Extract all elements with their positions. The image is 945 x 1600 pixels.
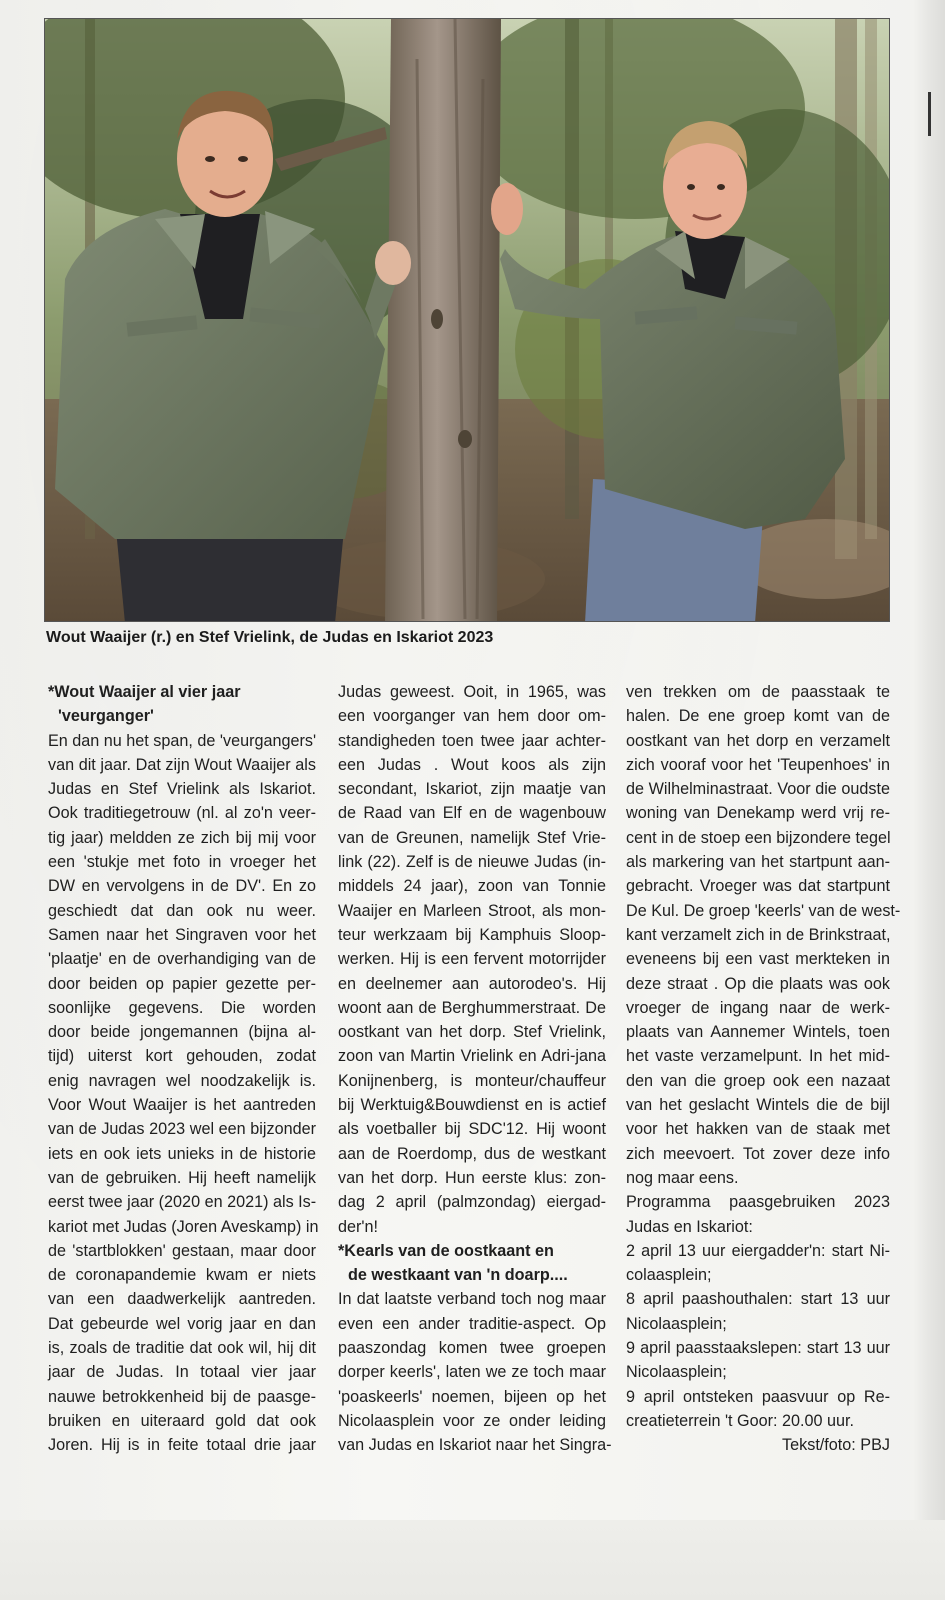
text-line: van het geslacht Wintels die de bijl xyxy=(626,1096,890,1115)
text-line: tig jaar) meldden ze zich bij mij voor xyxy=(48,828,316,847)
text-line: 'plaatje' en de overhandiging van de xyxy=(48,950,316,969)
program-item: 9 april ontsteken paasvuur op Re- xyxy=(626,1387,890,1406)
text-line: van de gebruiken. Hij heeft namelijk xyxy=(48,1168,316,1187)
article-photo xyxy=(44,18,890,622)
program-subtitle: Judas en Iskariot: xyxy=(626,1217,753,1236)
forest-portrait-illustration xyxy=(45,19,890,622)
page-bottom-band xyxy=(0,1520,945,1600)
program-item: Nicolaasplein; xyxy=(626,1363,727,1382)
program-item: 2 april 13 uur eiergadder'n: start Ni- xyxy=(626,1241,890,1260)
text-line: oostkant van het dorp. Stef Vrielink, xyxy=(338,1023,606,1042)
program-title: Programma paasgebruiken 2023 xyxy=(626,1193,890,1212)
text-line: woning van Denekamp werd vrij re- xyxy=(626,804,890,823)
program-item: colaasplein; xyxy=(626,1266,712,1285)
text-line: van de Greunen, namelijk Stef Vrie- xyxy=(338,828,606,847)
text-line: Waaijer en Marleen Stroot, als mon- xyxy=(338,901,606,920)
text-line: Konijnenberg, is monteur/chauffeur xyxy=(338,1071,606,1090)
text-line: Judas geweest. Ooit, in 1965, was xyxy=(338,683,606,701)
program-item: 8 april paashouthalen: start 13 uur xyxy=(626,1290,890,1309)
text-line: oostkant van het dorp en verzamelt xyxy=(626,731,890,750)
text-line: Ook traditiegetrouw (nl. al zo'n veer- xyxy=(48,804,316,823)
text-line: nog maar eens. xyxy=(626,1168,739,1187)
page-fold-shadow xyxy=(913,0,945,1600)
subheading-continued: de westkaant van 'n doarp.... xyxy=(348,1266,568,1285)
text-line: de Raad van Elf en de wagenbouw xyxy=(338,804,606,823)
text-line: kariot met Judas (Joren Aveskamp) in xyxy=(48,1217,319,1236)
text-line: Dat gebeurde wel vorig jaar en dan xyxy=(48,1314,316,1333)
text-line: standigheden toen twee jaar achter- xyxy=(338,731,606,750)
text-line: link (22). Zelf is de nieuwe Judas (in- xyxy=(338,853,606,872)
byline: Tekst/foto: PBJ xyxy=(782,1436,890,1455)
text-line: en deelnemer aan autorodeo's. Hij xyxy=(338,974,606,993)
text-line: bruiken en uiteraard gold dat ook xyxy=(48,1411,316,1430)
program-item: Nicolaasplein; xyxy=(626,1314,727,1333)
subheading-continued: 'veurganger' xyxy=(58,707,154,726)
text-line: In dat laatste verband toch nog maar xyxy=(338,1290,606,1309)
text-line: geschiedt dat dan ook nu weer. xyxy=(48,901,316,920)
text-line: woont aan de Berghummerstraat. De xyxy=(338,998,606,1017)
text-line: De Kul. De groep 'keerls' van de west- xyxy=(626,901,901,920)
text-line: Nicolaasplein voor ze onder leiding xyxy=(338,1411,606,1430)
text-line: even een ander traditie-aspect. Op xyxy=(338,1314,606,1333)
text-line: zich vooraf voor het 'Teupenhoes' in xyxy=(626,755,890,774)
text-line: tijd) uiterst kort gehouden, zodat xyxy=(48,1047,316,1066)
article-column-1 xyxy=(48,680,319,1458)
text-line: dorper keerls', laten we ze toch maar xyxy=(338,1363,606,1382)
program-item: 9 april paasstaakslepen: start 13 uur xyxy=(626,1339,890,1358)
subheading: *Wout Waaijer al vier jaar xyxy=(48,683,241,701)
text-line: Joren. Hij is in feite totaal drie jaar xyxy=(48,1436,316,1455)
text-line: van de Judas 2023 wel een bijzonder xyxy=(48,1120,316,1139)
photo-caption: Wout Waaijer (r.) en Stef Vrielink, de Judas en Iskariot 2023 xyxy=(46,629,494,646)
text-line: van dit jaar. Dat zijn Wout Waaijer als xyxy=(48,755,316,774)
text-line: van Judas en Iskariot naar het Singra- xyxy=(338,1436,612,1455)
text-line: werken. Hij is een fervent motorrijder xyxy=(338,950,606,969)
text-line: middels 24 jaar), zoon van Tonnie xyxy=(338,877,606,896)
text-line: gebracht. Vroeger was dat startpunt xyxy=(626,877,890,896)
text-line: vroeger de ingang naar de werk- xyxy=(626,998,890,1017)
text-line: Judas en Stef Vrielink als Iskariot. xyxy=(48,780,316,799)
text-line: bij Werktuig&Bouwdienst en is actief xyxy=(338,1096,606,1115)
text-line: van een daadwerkelijk aantreden. xyxy=(48,1290,316,1309)
text-line: kant verzamelt zich in de Brinkstraat, xyxy=(626,925,891,944)
text-line: cent in de stoep een bijzondere tegel xyxy=(626,828,891,847)
text-line: eveneens bij een vast merkteken in xyxy=(626,950,890,969)
text-line: zoon van Martin Vrielink en Adri-jana xyxy=(338,1047,606,1066)
text-line: deze straat . Op die plaats was ook xyxy=(626,974,890,993)
text-line: als voetballer bij SDC'12. Hij woont xyxy=(338,1120,606,1139)
text-line: nauwe betrokkenheid bij de paasge- xyxy=(48,1387,316,1406)
text-line: een voorganger van hem door om- xyxy=(338,707,606,726)
text-line: jaar de Judas. In totaal vier jaar xyxy=(48,1363,316,1382)
text-line: van het dorp. Hun eerste klus: zon- xyxy=(338,1168,606,1187)
text-line: als markering van het startpunt aan- xyxy=(626,853,890,872)
text-line: halen. De ene groep komt van de xyxy=(626,707,890,726)
text-line: der'n! xyxy=(338,1217,378,1236)
article-column-2 xyxy=(338,680,612,1458)
text-line: is, zoals de traditie dat ook wil, hij dit xyxy=(48,1339,316,1358)
program-item: creatieterrein 't Goor: 20.00 uur. xyxy=(626,1411,855,1430)
text-line: iets en ook iets unieks in de historie xyxy=(48,1144,316,1163)
text-line: DW en vervolgens in de DV'. En zo xyxy=(48,877,316,896)
text-line: dag 2 april (palmzondag) eiergad- xyxy=(338,1193,606,1212)
text-line: Voor Wout Waaijer is het aantreden xyxy=(48,1096,316,1115)
text-line: het vaste verzamelpunt. In het mid- xyxy=(626,1047,890,1066)
text-line: voor het hakken van de staak met xyxy=(626,1120,890,1139)
text-line: een Judas . Wout koos als zijn xyxy=(338,755,606,774)
text-line: 'poaskeerls' noemen, bijeen op het xyxy=(338,1387,606,1406)
article-column-3 xyxy=(626,680,901,1458)
text-line: aan de Roerdomp, dus de westkant xyxy=(338,1144,606,1163)
text-line: secondant, Iskariot, zijn maatje van xyxy=(338,780,606,799)
text-line: teur werkzaam bij Kamphuis Sloop- xyxy=(338,925,606,944)
edge-mark xyxy=(928,92,931,136)
text-line: eerst twee jaar (2020 en 2021) als Is- xyxy=(48,1193,317,1212)
subheading: *Kearls van de oostkaant en xyxy=(338,1241,554,1260)
text-line: soonlijke gegevens. Die worden xyxy=(48,998,316,1017)
text-line: En dan nu het span, de 'veurgangers' xyxy=(48,731,317,750)
text-line: plaats van Aannemer Wintels, toen xyxy=(626,1023,890,1042)
text-line: paaszondag komen twee groepen xyxy=(338,1339,606,1358)
text-line: zich meevoert. Tot zover deze info xyxy=(626,1144,890,1163)
text-line: door beide jongemannen (bijna al- xyxy=(48,1023,316,1042)
text-line: de coronapandemie kwam er niets xyxy=(48,1266,316,1285)
text-line: de 'startblokken' gestaan, maar door xyxy=(48,1241,316,1260)
text-line: den van die groep ook een nazaat xyxy=(626,1071,890,1090)
text-line: enig navragen wel noodzakelijk is. xyxy=(48,1071,316,1090)
text-line: Samen naar het Singraven voor het xyxy=(48,925,316,944)
text-line: de Wilhelminastraat. Voor die oudste xyxy=(626,780,890,799)
text-line: ven trekken om de paasstaak te xyxy=(626,683,890,701)
text-line: een 'stukje met foto in vroeger het xyxy=(48,853,316,872)
text-line: door beiden op papier gezette per- xyxy=(48,974,316,993)
